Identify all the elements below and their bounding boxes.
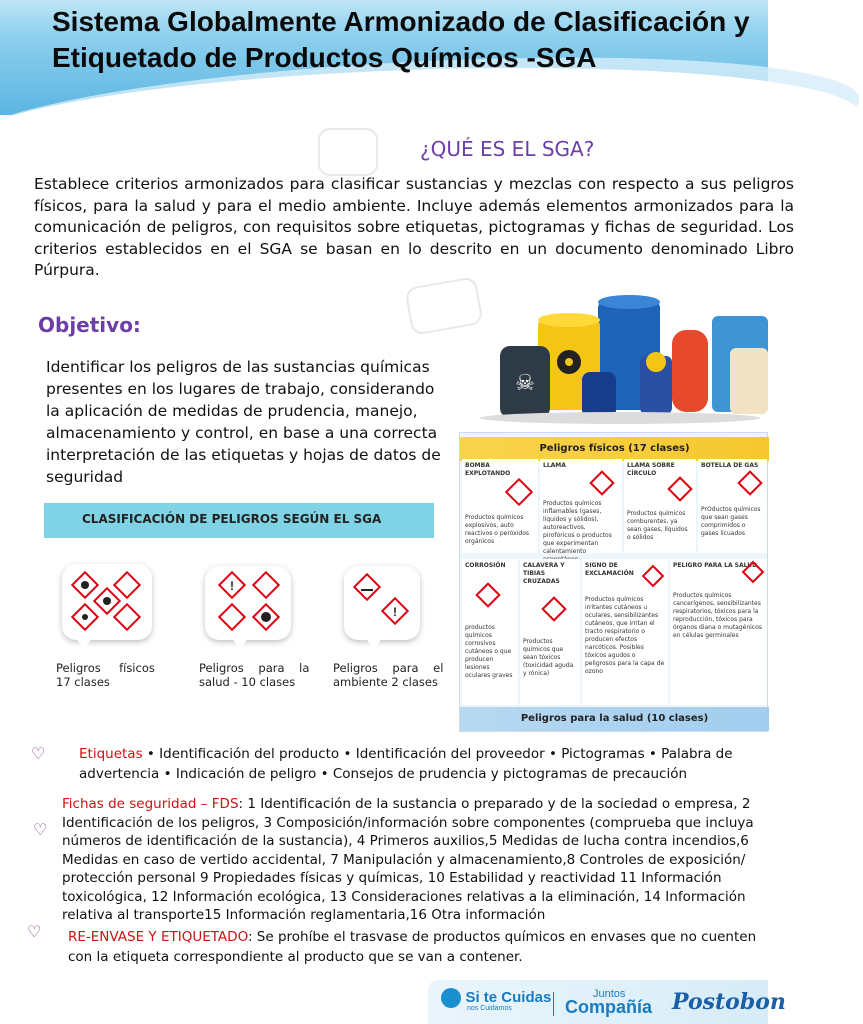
etiquetas-item bbox=[79, 744, 769, 784]
table-cell-botella-gas: BOTELLA DE GAS PrOductos químicos que sean gases comprimidos o gases licuados bbox=[698, 459, 767, 553]
table-cell-corrosion: CORROSIÓN productos químicos corrosivos cutáneos o que producen lesiones oculares graves bbox=[462, 559, 518, 705]
background-factory-icon bbox=[318, 128, 378, 176]
health-hazard-pictograms-icon bbox=[205, 566, 291, 640]
svg-text:!: ! bbox=[393, 605, 397, 619]
fichas-item bbox=[62, 795, 782, 923]
table-cell-exclamacion: SIGNO DE EXCLAMACIÓN Productos químicos irritantes cutáneos u oculares, sensibilizantes cutáneos, que irritan el tracto respiratorio o producen efectos narcóticos. Posibles tóxicos agudos o peligrosos para la capa de ozono bbox=[582, 559, 668, 705]
reenvase-text: : Se prohíbe el trasvase de productos químicos en envases que no cuenten con la etiqueta correspondiente al producto que se van a contener. bbox=[68, 929, 757, 965]
bubble-tail bbox=[76, 638, 92, 650]
heart-icon: ♡ bbox=[33, 822, 48, 839]
bubble-tail bbox=[232, 638, 248, 650]
hazard-classes-table bbox=[459, 432, 768, 732]
background-firstaid-icon bbox=[404, 276, 483, 336]
reenvase-item bbox=[68, 927, 778, 967]
title-line-2: Etiquetado de Productos Químicos -SGA bbox=[52, 42, 597, 73]
category-label-ambiente: Peligros para el ambiente 2 clases bbox=[333, 661, 444, 689]
svg-text:!: ! bbox=[230, 579, 234, 593]
que-es-sga-text: Establece criterios armonizados para clasificar sustancias y mezclas con respecto a sus peligros físicos, para la salud y para el medio ambiente. Incluye además elementos armonizados para la comunicación de peligros, con requisitos sobre etiquetas, pictogramas y fichas de seguridad. Los criterios establecidos en el SGA se basan en lo descrito en un documento denominado Libro Púrpura. bbox=[34, 175, 794, 279]
objetivo-heading: Objetivo: bbox=[38, 313, 141, 337]
table-band-salud: Peligros para la salud (10 clases) bbox=[460, 707, 769, 731]
health-hazards-bubble bbox=[205, 566, 291, 640]
table-cell-calavera: CALAVERA Y TIBIAS CRUZADAS Productos químicos que sean tóxicos (toxicidad aguda y rónica) bbox=[520, 559, 580, 705]
que-es-sga-heading: ¿QUÉ ES EL SGA? bbox=[420, 137, 595, 161]
heart-icon: ♡ bbox=[31, 746, 46, 763]
svg-text:☠: ☠ bbox=[515, 370, 535, 395]
category-label-salud: Peligros para la salud - 10 clases bbox=[199, 661, 310, 689]
logo-divider bbox=[553, 992, 554, 1016]
physical-hazard-pictograms-icon bbox=[62, 564, 152, 640]
heart-icon: ♡ bbox=[27, 924, 42, 941]
clasificacion-bar-label: CLASIFICACIÓN DE PELIGROS SEGÚN EL SGA bbox=[82, 512, 382, 526]
table-cell-bomba: BOMBA EXPLOTANDO Productos químicos explosivos, auto reactivos o peróxidos orgánicos bbox=[462, 459, 538, 553]
fichas-text: : 1 Identificación de la sustancia o preparado y de la sociedad o empresa, 2 Identificación de los peligros, 3 Composición/información sobre componentes (comprueba que incluya números de identificación de la sustancia), 4 Primeros auxilios,5 Medidas de lucha contra incendios,6 Medidas en caso de vertido accidental, 7 Manipulación y almacenamiento,8 Controles de exposición/ protección personal 9 Propiedades físicas y químicas, 10 Estabilidad y reactividad 11 Información toxicológica, 12 Información ecológica, 13 Consideraciones relativas a la eliminación, 14 Información relativa al transporte15 Información reglamentaria,16 Otra información bbox=[62, 796, 754, 923]
environment-hazard-pictograms-icon bbox=[344, 566, 420, 640]
etiquetas-label: Etiquetas bbox=[79, 746, 143, 762]
table-cell-peligro-salud: PELIGRO PARA LA SALUD Productos químicos cancerígenos, sensibilizantes respiratorios, tóxicos para la reproducción, tóxicos para órganos diana o mutagénicos en células germinales bbox=[670, 559, 767, 705]
heart-logo-icon bbox=[441, 988, 461, 1008]
category-label-fisicos: Peligros físicos 17 clases bbox=[56, 661, 155, 689]
page-title bbox=[52, 4, 812, 76]
etiquetas-text: • Identificación del producto • Identificación del proveedor • Pictogramas • Palabra de advertencia • Indicación de peligro • Consejos de prudencia y pictogramas de precaución bbox=[79, 746, 733, 782]
table-cell-llama-circulo: LLAMA SOBRE CÍRCULO Productos químicos comburentes, ya sean gases, líquidos o sólidos bbox=[624, 459, 696, 553]
table-cell-llama: LLAMA Productos químicos inflamables (gases, líquidos y sólidos), autoreactivos, pirofóricos o productos que experimentan calentamiento bbox=[540, 459, 622, 553]
physical-hazards-bubble bbox=[62, 564, 152, 640]
environment-hazards-bubble bbox=[344, 566, 420, 640]
table-band-fisicos: Peligros físicos (17 clases) bbox=[460, 437, 769, 461]
postobon-logo: Postobon bbox=[672, 989, 786, 1015]
si-te-cuidas-logo: Si te Cuidas nos Cuidamos bbox=[441, 988, 551, 1012]
title-line-1: Sistema Globalmente Armonizado de Clasificación y bbox=[52, 6, 750, 37]
juntos-compania-logo: Juntos Compañía bbox=[565, 988, 653, 1017]
fichas-label: Fichas de seguridad – FDS bbox=[62, 796, 239, 812]
reenvase-label: RE-ENVASE Y ETIQUETADO bbox=[68, 929, 248, 945]
clasificacion-bar bbox=[44, 503, 434, 538]
objetivo-text: Identificar los peligros de las sustancias químicas presentes en los lugares de trabajo, considerando la aplicación de medidas de prudencia, manejo, almacenamiento y control, en base a una correcta interpretación de las etiquetas y hojas de datos de seguridad bbox=[46, 358, 441, 486]
chemical-drums-illustration bbox=[480, 290, 768, 430]
bubble-tail bbox=[366, 638, 382, 650]
